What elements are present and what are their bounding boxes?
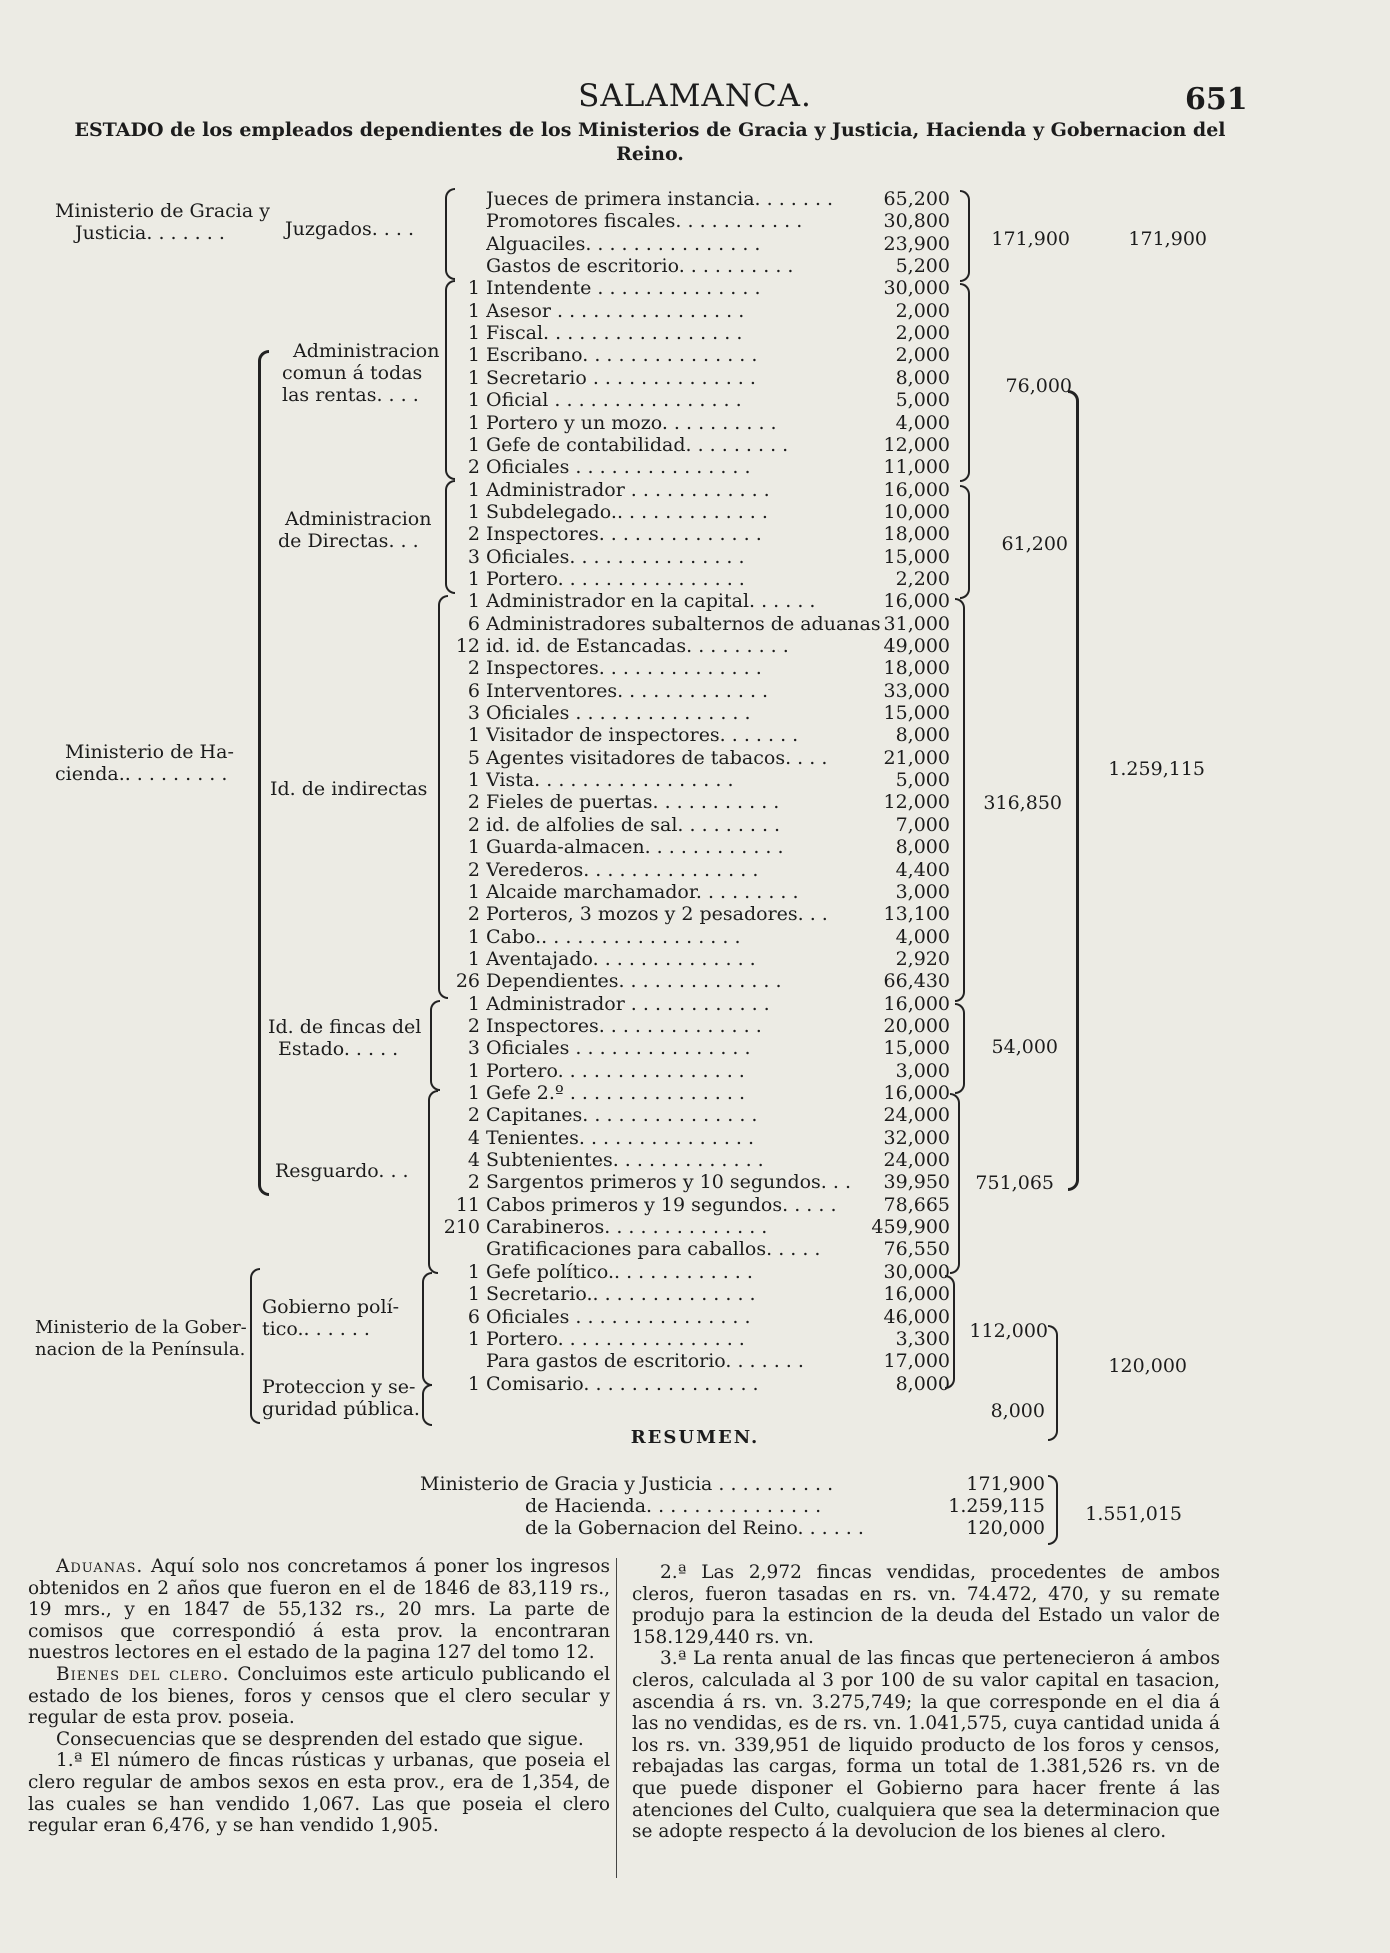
page-number: 651 bbox=[1185, 82, 1248, 117]
row-item: Oficiales . . . . . . . . . . . . . . . bbox=[486, 1037, 751, 1060]
row-amount: 76,550 bbox=[883, 1238, 950, 1261]
label-directas-2: de Directas. . . bbox=[278, 530, 419, 552]
row-item: Inspectores. . . . . . . . . . . . . . bbox=[486, 1014, 762, 1037]
row-amount: 3,300 bbox=[895, 1327, 950, 1350]
row-amount: 10,000 bbox=[883, 500, 950, 523]
row-item: Administrador . . . . . . . . . . . . bbox=[486, 992, 770, 1015]
subtotal-fincas: 54,000 bbox=[991, 1036, 1058, 1058]
row-item: Escribano. . . . . . . . . . . . . . . bbox=[486, 344, 758, 367]
row-amount: 12,000 bbox=[883, 791, 950, 814]
row-amount: 4,000 bbox=[895, 411, 950, 434]
row-item: id. de alfolies de sal. . . . . . . . . bbox=[486, 813, 781, 836]
row-count: 1 bbox=[467, 433, 480, 456]
row-count: 3 bbox=[467, 702, 480, 725]
row-count: 11 bbox=[455, 1193, 480, 1216]
label-admin-comun-2: comun á todas bbox=[282, 362, 423, 384]
table-row bbox=[440, 859, 1220, 881]
table-row bbox=[440, 1194, 1220, 1216]
row-item: Jueces de primera instancia. . . . . . . bbox=[486, 188, 834, 210]
row-count: 2 bbox=[467, 1014, 480, 1037]
row-item: Alcaide marchamador. . . . . . . . . bbox=[486, 880, 799, 903]
resumen-brace bbox=[1048, 1475, 1058, 1545]
row-count: 2 bbox=[467, 813, 480, 836]
label-directas-1: Administracion bbox=[285, 508, 432, 530]
row-count: 1 bbox=[467, 1283, 480, 1306]
gobernacion-brace bbox=[250, 1268, 260, 1424]
row-count: 1 bbox=[467, 992, 480, 1015]
row-count: 3 bbox=[467, 1037, 480, 1060]
row-count: 4 bbox=[467, 1149, 480, 1172]
table-row bbox=[440, 970, 1220, 992]
table-row bbox=[440, 300, 1220, 322]
table-row bbox=[440, 948, 1220, 970]
row-item: Secretario.. . . . . . . . . . . . . . bbox=[486, 1283, 756, 1306]
row-amount: 7,000 bbox=[895, 813, 950, 836]
subtotal-proteccion: 8,000 bbox=[990, 1400, 1045, 1422]
row-item: Agentes visitadores de tabacos. . . . bbox=[486, 746, 828, 769]
row-count: 1 bbox=[467, 299, 480, 322]
row-count: 2 bbox=[467, 903, 480, 926]
row-item: Oficial . . . . . . . . . . . . . . . . bbox=[486, 389, 742, 412]
table-title: ESTADO de los empleados dependientes de los Ministerios de Gracia y Justicia, Hacienda y Gobernacion del Reino. bbox=[74, 119, 1226, 165]
row-item: Oficiales . . . . . . . . . . . . . . . bbox=[486, 456, 751, 479]
row-count: 1 bbox=[467, 590, 480, 613]
subtotal-resguardo: 751,065 bbox=[975, 1172, 1054, 1194]
total-hacienda: 1.259,115 bbox=[1108, 758, 1205, 780]
row-count: 2 bbox=[467, 456, 480, 479]
row-item: Portero. . . . . . . . . . . . . . . . bbox=[486, 1059, 745, 1082]
row-item: Gefe 2.º . . . . . . . . . . . . . . . bbox=[486, 1082, 745, 1104]
label-gracia-line2: Justicia. . . . . . . bbox=[75, 222, 225, 244]
row-amount: 24,000 bbox=[883, 1104, 950, 1127]
row-item: Oficiales . . . . . . . . . . . . . . . bbox=[486, 1305, 751, 1328]
row-amount: 2,000 bbox=[895, 322, 950, 345]
row-count: 12 bbox=[455, 635, 480, 657]
table-row bbox=[440, 255, 1220, 277]
notes-left-column bbox=[28, 1556, 610, 1837]
label-gob-politico-1: Gobierno polí- bbox=[262, 1296, 400, 1318]
row-count: 1 bbox=[467, 1082, 480, 1104]
row-item: Interventores. . . . . . . . . . . . . bbox=[486, 679, 769, 702]
row-amount: 2,920 bbox=[895, 947, 950, 970]
table-row bbox=[440, 456, 1220, 478]
fincas-brace bbox=[430, 1000, 440, 1091]
row-amount: 13,100 bbox=[883, 903, 950, 926]
row-item: Portero. . . . . . . . . . . . . . . . bbox=[486, 1327, 745, 1350]
row-amount: 5,000 bbox=[895, 389, 950, 412]
row-item: Oficiales . . . . . . . . . . . . . . . bbox=[486, 702, 751, 725]
label-juzgados: Juzgados. . . . bbox=[285, 218, 414, 240]
table-row bbox=[440, 479, 1220, 501]
table-row bbox=[440, 344, 1220, 366]
row-item: Comisario. . . . . . . . . . . . . . . bbox=[486, 1372, 759, 1395]
table-row bbox=[440, 903, 1220, 925]
row-item: Guarda-almacen. . . . . . . . . . . . bbox=[486, 836, 784, 859]
row-item: Inspectores. . . . . . . . . . . . . . bbox=[486, 523, 762, 546]
hacienda-brace bbox=[258, 350, 269, 1196]
row-amount: 16,000 bbox=[883, 1283, 950, 1306]
row-amount: 78,665 bbox=[883, 1193, 950, 1216]
table-row bbox=[440, 613, 1220, 635]
row-count: 26 bbox=[455, 970, 480, 993]
row-count: 1 bbox=[467, 411, 480, 434]
row-item: Cabos primeros y 19 segundos. . . . . bbox=[486, 1193, 837, 1216]
row-item: Gefe político.. . . . . . . . . . . . bbox=[486, 1260, 753, 1283]
table-row bbox=[440, 635, 1220, 657]
total-gracia: 171,900 bbox=[1128, 228, 1207, 250]
row-count: 2 bbox=[467, 1171, 480, 1194]
row-item: Gratificaciones para caballos. . . . . bbox=[486, 1238, 821, 1261]
table-row bbox=[440, 1104, 1220, 1126]
row-item: Para gastos de escritorio. . . . . . . bbox=[486, 1350, 804, 1373]
table-row bbox=[440, 501, 1220, 523]
row-amount: 39,950 bbox=[883, 1171, 950, 1194]
subtotal-indirectas: 316,850 bbox=[983, 792, 1062, 814]
row-count: 1 bbox=[467, 880, 480, 903]
label-gobernacion-2: nacion de la Península. bbox=[35, 1339, 246, 1360]
proteccion-brace bbox=[422, 1384, 432, 1426]
note-tercera: 3.ª La renta anual de las fincas que pertenecieron á ambos cleros, calculada al 3 por 100 de su valor capital en tasacion, ascendia á rs. vn. 3.275,749; la que corresponde en el dia á las no vendidas, es de rs. vn. 1.041,575, cuya cantidad unida á los rs. vn. 339,951 de liquido producto de los foros y censos, rebajadas las cargas, forma un total de 1.381,526 rs. vn de que puede disponer el Gobierno para hacer frente á las atenciones del Culto, cualquiera que sea la determinacion que se adopte respecto á la devolucion de los bienes al clero. bbox=[632, 1648, 1221, 1843]
label-admin-comun-1: Administracion bbox=[293, 340, 440, 362]
label-fincas-1: Id. de fincas del bbox=[268, 1016, 422, 1038]
row-amount: 20,000 bbox=[883, 1014, 950, 1037]
table-row bbox=[440, 702, 1220, 724]
note-aduanas-text: Aquí solo nos concretamos á poner los ingresos obtenidos en 2 años que fueron en el de 1846 de 83,119 rs., 19 mrs., y en 1847 de 55,132 rs., 20 mrs. La parte de comisos que correspondió á esta prov. la encontraran nuestros lectores en el estado de la pagina 127 del tomo 12. bbox=[28, 1556, 610, 1664]
table-row bbox=[440, 993, 1220, 1015]
row-amount: 15,000 bbox=[883, 1037, 950, 1060]
row-amount: 5,000 bbox=[895, 769, 950, 792]
row-count: 210 bbox=[443, 1216, 480, 1239]
note-bienes-head: Bienes del clero. bbox=[56, 1663, 230, 1685]
row-amount: 32,000 bbox=[883, 1126, 950, 1149]
row-item: Porteros, 3 mozos y 2 pesadores. . . bbox=[486, 903, 828, 926]
row-amount: 8,000 bbox=[895, 366, 950, 389]
row-amount: 30,000 bbox=[883, 277, 950, 300]
row-item: Inspectores. . . . . . . . . . . . . . bbox=[486, 657, 762, 680]
table-row bbox=[440, 1060, 1220, 1082]
table-row bbox=[440, 389, 1220, 411]
row-count: 1 bbox=[467, 389, 480, 412]
resumen-hacienda-amount: 1.259,115 bbox=[948, 1495, 1045, 1517]
label-hacienda-2: cienda.. . . . . . . . . bbox=[55, 763, 228, 785]
row-item: Aventajado. . . . . . . . . . . . . . bbox=[486, 947, 756, 970]
row-item: Fiscal. . . . . . . . . . . . . . . . . bbox=[486, 322, 743, 345]
row-count: 2 bbox=[467, 791, 480, 814]
table-row bbox=[440, 1037, 1220, 1059]
row-count: 2 bbox=[467, 1104, 480, 1127]
row-amount: 8,000 bbox=[895, 724, 950, 747]
note-aduanas-head: Aduanas. bbox=[56, 1556, 144, 1577]
hacienda-total-brace bbox=[1068, 390, 1079, 1191]
row-amount: 30,800 bbox=[883, 210, 950, 233]
table-row bbox=[440, 814, 1220, 836]
resumen-gobernacion-amount: 120,000 bbox=[966, 1517, 1045, 1539]
row-count: 1 bbox=[467, 277, 480, 300]
table-row bbox=[440, 836, 1220, 858]
row-count: 1 bbox=[467, 567, 480, 590]
table-row bbox=[440, 1238, 1220, 1260]
table-row bbox=[440, 188, 1220, 210]
resumen-title: RESUMEN. bbox=[630, 1427, 760, 1448]
row-amount: 16,000 bbox=[883, 992, 950, 1015]
row-amount: 18,000 bbox=[883, 523, 950, 546]
row-item: Alguaciles. . . . . . . . . . . . . . . bbox=[486, 232, 761, 255]
row-amount: 31,000 bbox=[883, 612, 950, 635]
row-count: 1 bbox=[467, 1059, 480, 1082]
row-count: 1 bbox=[467, 478, 480, 501]
row-amount: 8,000 bbox=[895, 836, 950, 859]
table-row bbox=[440, 724, 1220, 746]
resumen-gracia-amount: 171,900 bbox=[966, 1473, 1045, 1495]
row-amount: 17,000 bbox=[883, 1350, 950, 1373]
subtotal-juzgados: 171,900 bbox=[991, 228, 1070, 250]
note-bienes-text: Concluimos este articulo publicando el estado de los bienes, foros y censos que el clero secular y regular de esta prov. poseia. bbox=[28, 1663, 611, 1729]
label-fincas-2: Estado. . . . . bbox=[278, 1038, 399, 1060]
row-amount: 16,000 bbox=[883, 590, 950, 613]
table-row bbox=[440, 322, 1220, 344]
row-count: 1 bbox=[467, 500, 480, 523]
row-item: Verederos. . . . . . . . . . . . . . . bbox=[486, 858, 759, 881]
row-item: Administradores subalternos de aduanas bbox=[486, 612, 881, 635]
note-primera: 1.ª El número de fincas rústicas y urbanas, que poseia el clero regular de ambos sexos en esta prov., era de 1,354, de las cuales se han vendido 1,067. Las que poseia el clero regular eran 6,476, y se han vendido 1,905. bbox=[28, 1750, 610, 1837]
table-row bbox=[440, 1149, 1220, 1171]
row-count: 2 bbox=[467, 657, 480, 680]
row-amount: 15,000 bbox=[883, 702, 950, 725]
row-item: id. id. de Estancadas. . . . . . . . . bbox=[486, 635, 789, 657]
resumen-hacienda-label: de Hacienda. . . . . . . . . . . . . . . bbox=[525, 1495, 822, 1517]
row-amount: 2,000 bbox=[895, 299, 950, 322]
row-item: Cabo.. . . . . . . . . . . . . . . . . bbox=[486, 925, 741, 948]
table-row bbox=[440, 1127, 1220, 1149]
subtotal-directas: 61,200 bbox=[1001, 533, 1068, 555]
table-row bbox=[440, 926, 1220, 948]
label-admin-comun-3: las rentas. . . . bbox=[282, 384, 419, 406]
table-row bbox=[440, 657, 1220, 679]
row-amount: 459,900 bbox=[871, 1216, 950, 1239]
row-amount: 21,000 bbox=[883, 746, 950, 769]
row-item: Tenientes. . . . . . . . . . . . . . . bbox=[486, 1126, 755, 1149]
row-amount: 5,200 bbox=[895, 255, 950, 278]
note-consecuencias: Consecuencias que se desprenden del estado que sigue. bbox=[56, 1728, 584, 1750]
row-item: Visitador de inspectores. . . . . . . bbox=[486, 724, 799, 747]
note-aduanas bbox=[28, 1556, 610, 1664]
row-item: Administrador . . . . . . . . . . . . bbox=[486, 478, 770, 501]
table-row bbox=[440, 1082, 1220, 1104]
label-gobernacion-1: Ministerio de la Gober- bbox=[35, 1317, 247, 1338]
label-resguardo: Resguardo. . . bbox=[275, 1160, 409, 1182]
row-amount: 8,000 bbox=[895, 1372, 950, 1395]
row-item: Promotores fiscales. . . . . . . . . . . bbox=[486, 210, 803, 233]
notes-right-column bbox=[632, 1562, 1220, 1843]
row-item: Portero y un mozo. . . . . . . . . . bbox=[486, 411, 777, 434]
row-count: 2 bbox=[467, 858, 480, 881]
row-count: 1 bbox=[467, 366, 480, 389]
row-item: Portero. . . . . . . . . . . . . . . . bbox=[486, 567, 745, 590]
row-item: Administrador en la capital. . . . . . bbox=[486, 590, 816, 613]
row-item: Secretario . . . . . . . . . . . . . . bbox=[486, 366, 756, 389]
row-amount: 15,000 bbox=[883, 545, 950, 568]
row-amount: 2,000 bbox=[895, 344, 950, 367]
row-item: Gefe de contabilidad. . . . . . . . . bbox=[486, 433, 789, 456]
row-amount: 16,000 bbox=[883, 1082, 950, 1104]
row-count: 6 bbox=[467, 612, 480, 635]
row-amount: 11,000 bbox=[883, 456, 950, 479]
table-row bbox=[440, 1328, 1220, 1350]
subtotal-gob-politico: 112,000 bbox=[969, 1320, 1048, 1342]
row-count: 1 bbox=[467, 1327, 480, 1350]
page-header: SALAMANCA. bbox=[578, 78, 812, 114]
row-count: 1 bbox=[467, 724, 480, 747]
table-row bbox=[440, 1261, 1220, 1283]
table-row bbox=[440, 568, 1220, 590]
row-count: 2 bbox=[467, 523, 480, 546]
row-amount: 4,000 bbox=[895, 925, 950, 948]
row-amount: 49,000 bbox=[883, 635, 950, 657]
row-count: 1 bbox=[467, 322, 480, 345]
row-item: Fieles de puertas. . . . . . . . . . . bbox=[486, 791, 780, 814]
row-amount: 3,000 bbox=[895, 1059, 950, 1082]
table-row bbox=[440, 412, 1220, 434]
row-amount: 3,000 bbox=[895, 880, 950, 903]
resumen-gobernacion-label: de la Gobernacion del Reino. . . . . . bbox=[525, 1517, 864, 1539]
row-item: Subtenientes. . . . . . . . . . . . . bbox=[486, 1149, 764, 1172]
row-count: 1 bbox=[467, 836, 480, 859]
table-row bbox=[440, 881, 1220, 903]
row-amount: 65,200 bbox=[883, 188, 950, 210]
row-count: 1 bbox=[467, 344, 480, 367]
row-item: Capitanes. . . . . . . . . . . . . . . bbox=[486, 1104, 758, 1127]
label-hacienda-1: Ministerio de Ha- bbox=[65, 741, 234, 763]
table-row bbox=[440, 680, 1220, 702]
row-item: Subdelegado.. . . . . . . . . . . . . bbox=[486, 500, 768, 523]
resumen-grand-total: 1.551,015 bbox=[1085, 1503, 1182, 1525]
row-count: 3 bbox=[467, 545, 480, 568]
row-amount: 16,000 bbox=[883, 478, 950, 501]
row-item: Carabineros. . . . . . . . . . . . . . bbox=[486, 1216, 768, 1239]
row-amount: 33,000 bbox=[883, 679, 950, 702]
row-count: 1 bbox=[467, 1260, 480, 1283]
row-amount: 66,430 bbox=[883, 970, 950, 993]
resumen-gracia-label: Ministerio de Gracia y Justicia . . . . . . . . . . bbox=[420, 1473, 834, 1495]
row-count: 6 bbox=[467, 1305, 480, 1328]
row-amount: 18,000 bbox=[883, 657, 950, 680]
label-indirectas: Id. de indirectas bbox=[270, 778, 428, 800]
label-proteccion-1: Proteccion y se- bbox=[262, 1376, 416, 1398]
table-row bbox=[440, 791, 1220, 813]
total-gobernacion: 120,000 bbox=[1108, 1355, 1187, 1377]
subtotal-admin-comun: 76,000 bbox=[1005, 375, 1072, 397]
row-item: Asesor . . . . . . . . . . . . . . . . bbox=[486, 299, 745, 322]
gob-politico-brace bbox=[422, 1272, 432, 1386]
row-amount: 4,400 bbox=[895, 858, 950, 881]
table-row bbox=[440, 546, 1220, 568]
table-row bbox=[440, 1171, 1220, 1193]
table-row bbox=[440, 367, 1220, 389]
row-amount: 30,000 bbox=[883, 1260, 950, 1283]
row-count: 1 bbox=[467, 769, 480, 792]
row-amount: 24,000 bbox=[883, 1149, 950, 1172]
table-row bbox=[440, 1015, 1220, 1037]
label-gracia-line1: Ministerio de Gracia y bbox=[55, 200, 270, 222]
table-row bbox=[440, 1306, 1220, 1328]
row-item: Vista. . . . . . . . . . . . . . . . . bbox=[486, 769, 734, 792]
row-item: Sargentos primeros y 10 segundos. . . bbox=[486, 1171, 851, 1194]
row-item: Intendente . . . . . . . . . . . . . . bbox=[486, 277, 761, 300]
row-count: 1 bbox=[467, 947, 480, 970]
table-row bbox=[440, 434, 1220, 456]
label-proteccion-2: guridad pública. bbox=[262, 1398, 420, 1420]
resguardo-brace bbox=[428, 1090, 438, 1274]
row-amount: 46,000 bbox=[883, 1305, 950, 1328]
row-count: 5 bbox=[467, 746, 480, 769]
row-item: Oficiales. . . . . . . . . . . . . . . bbox=[486, 545, 745, 568]
row-amount: 2,200 bbox=[895, 567, 950, 590]
table-row bbox=[440, 1283, 1220, 1305]
table-row bbox=[440, 1216, 1220, 1238]
note-segunda: 2.ª Las 2,972 fincas vendidas, procedentes de ambos cleros, fueron tasadas en rs. vn. 74.472, 470, y su remate produjo para la estincion de la deuda del Estado un valor de 158.129,440 rs. vn. bbox=[632, 1562, 1220, 1648]
row-item: Dependientes. . . . . . . . . . . . . . bbox=[486, 970, 782, 993]
row-item: Gastos de escritorio. . . . . . . . . . bbox=[486, 255, 794, 278]
table-row bbox=[440, 523, 1220, 545]
row-amount: 12,000 bbox=[883, 433, 950, 456]
note-bienes bbox=[28, 1664, 610, 1729]
row-count: 1 bbox=[467, 1372, 480, 1395]
label-gob-politico-2: tico.. . . . . . bbox=[262, 1318, 370, 1340]
row-amount: 23,900 bbox=[883, 232, 950, 255]
row-count: 1 bbox=[467, 925, 480, 948]
gobernacion-total-brace bbox=[1048, 1325, 1058, 1441]
table-row bbox=[440, 590, 1220, 612]
table-row bbox=[440, 277, 1220, 299]
column-divider bbox=[616, 1558, 617, 1878]
row-count: 6 bbox=[467, 679, 480, 702]
row-count: 4 bbox=[467, 1126, 480, 1149]
